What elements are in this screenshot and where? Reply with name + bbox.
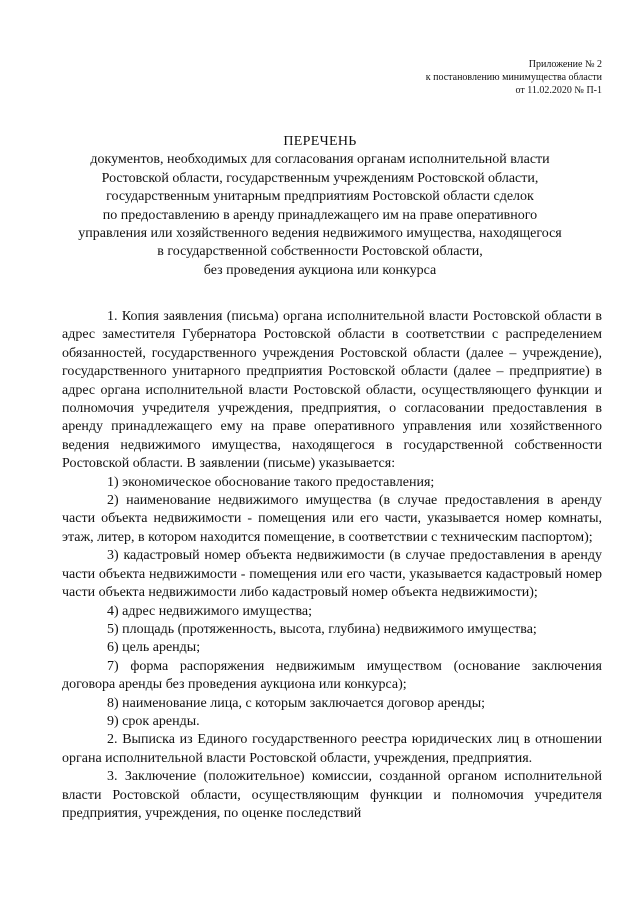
list-item-3: 3) кадастровый номер объекта недвижимости (в случае предоставления в аренду части объекта недвижимости - помещения или его части, указывается кадастровый номер части объекта недвижимости либо кадастровый номер объекта недвижимости); bbox=[62, 548, 602, 601]
list-item-5: 5) площадь (протяженность, высота, глубина) недвижимого имущества; bbox=[107, 621, 537, 637]
appendix-note bbox=[302, 58, 602, 97]
title-line-7: без проведения аукциона или конкурса bbox=[203, 262, 437, 278]
list-item-9: 9) срок аренды. bbox=[107, 713, 200, 729]
title-line-4: по предоставлению в аренду принадлежащего им на праве оперативного bbox=[102, 207, 538, 223]
list-item-2: 2) наименование недвижимого имущества (в случае предоставления в аренду части объекта недвижимости - помещения или его части, указывается номер комнаты, этаж, литер, в котором находится помещение, в соответствии с техническим паспортом); bbox=[62, 493, 602, 545]
document-body bbox=[62, 308, 602, 823]
appendix-line-3: от 11.02.2020 № П-1 bbox=[515, 85, 602, 96]
paragraph-1: 1. Копия заявления (письма) органа исполнительной власти Ростовской области в адрес заместителя Губернатора Ростовской области в соответствии с распределением обязанностей, государственного учреждения Ростовской области (далее – учреждение), государственного унитарного предприятия Ростовской области (далее – предприятие) в адрес органа исполнительной власти Ростовской области, осуществляющего функции и полномочия учредителя учреждения, предприятия, о согласовании предоставления в аренду принадлежащего ему на праве оперативного управления или хозяйственного ведения недвижимого имущества, находящегося в государственной собственности Ростовской области. В заявлении (письме) указывается: bbox=[62, 309, 602, 472]
title-line-5: управления или хозяйственного ведения недвижимого имущества, находящегося bbox=[78, 226, 562, 242]
paragraph-3: 3. Заключение (положительное) комиссии, созданной органом исполнительной власти Ростовской области, осуществляющим функции и полномочия учредителя предприятия, учреждения, по оценке последствий bbox=[62, 769, 602, 821]
list-item-8: 8) наименование лица, с которым заключается договор аренды; bbox=[107, 695, 486, 711]
title-line-6: в государственной собственности Ростовской области, bbox=[157, 244, 483, 260]
title-line-1: документов, необходимых для согласования органам исполнительной власти bbox=[90, 152, 550, 168]
document-title bbox=[40, 133, 600, 280]
title-line-2: Ростовской области, государственным учреждениям Ростовской области, bbox=[101, 170, 539, 186]
list-item-1: 1) экономическое обоснование такого предоставления; bbox=[107, 474, 435, 490]
appendix-line-1: Приложение № 2 bbox=[528, 59, 602, 70]
list-item-7: 7) форма распоряжения недвижимым имуществом (основание заключения договора аренды без проведения аукциона или конкурса); bbox=[62, 658, 602, 693]
appendix-line-2: к постановлению минимущества области bbox=[425, 72, 602, 83]
title-line-3: государственным унитарным предприятиям Ростовской области сделок bbox=[106, 189, 534, 205]
list-item-4: 4) адрес недвижимого имущества; bbox=[107, 603, 312, 619]
title-heading: ПЕРЕЧЕНЬ bbox=[283, 134, 357, 149]
list-item-6: 6) цель аренды; bbox=[107, 640, 201, 656]
paragraph-2: 2. Выписка из Единого государственного реестра юридических лиц в отношении органа исполнительной власти Ростовской области, учреждения, предприятия. bbox=[62, 732, 602, 766]
